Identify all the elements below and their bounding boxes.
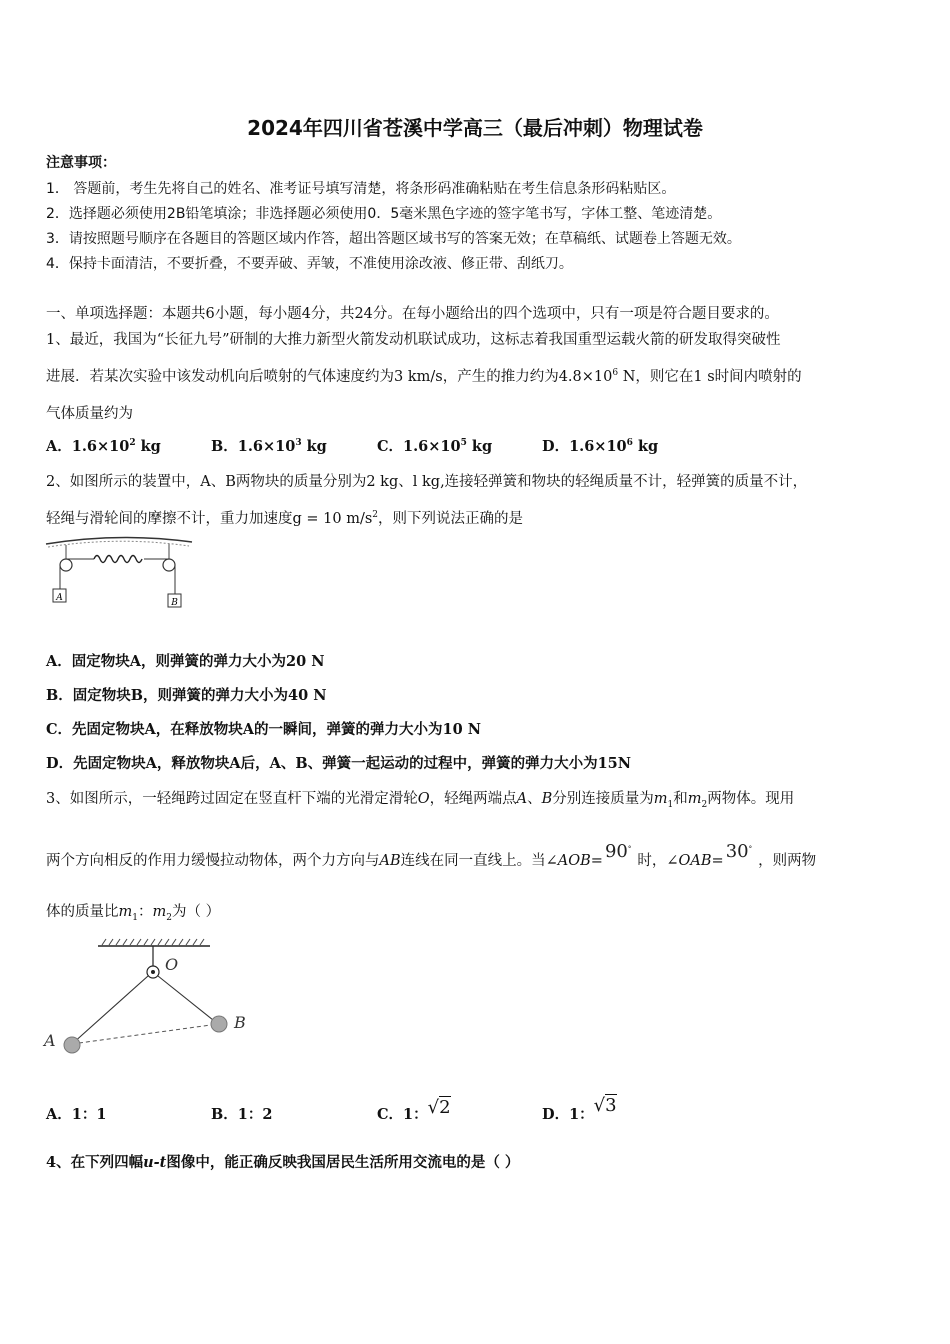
section-heading: 一、单项选择题：本题共6小题，每小题4分，共24分。在每小题给出的四个选项中，只有一项是符合题目要求的。 — [46, 306, 779, 322]
q1-option-c: C．$1.6\times 10^5$ kg — [377, 438, 493, 455]
page-title: 2024年四川省苍溪中学高三（最后冲刺）物理试卷 — [247, 116, 703, 140]
q1-line-1: 1、最近，我国为“长征九号”研制的大推力新型火箭发动机联试成功，这标志着我国重型运载火箭的研发取得突破性 — [46, 332, 781, 348]
q3-option-a: A．1：1 — [46, 1106, 107, 1123]
rope-ob — [158, 976, 218, 1024]
q2-spring-figure — [44, 534, 194, 614]
label-b: B — [234, 1013, 246, 1032]
notice-item-3: 3．请按照题号顺序在各题目的答题区域内作答，超出答题区域书写的答案无效；在草稿纸、试题卷上答题无效。 — [46, 231, 741, 247]
pulley-left-icon — [60, 559, 72, 571]
q1-option-d: D．$1.6\times 10^6$ kg — [542, 438, 659, 455]
q1-option-b: B．$1.6\times 10^3$ kg — [211, 438, 327, 455]
line-ab-dashed — [72, 1024, 218, 1044]
ceiling-hatch — [102, 939, 204, 945]
ball-a — [64, 1037, 80, 1053]
q1-line-2: 进展．若某次实验中该发动机向后喷射的气体速度约为3 km/s，产生的推力约为$4.8\times 10^6$ N，则它在1 s时间内喷射的 — [46, 368, 802, 385]
q3-line-2: 两个方向相反的作用力缓慢拉动物体，两个力方向与AB连线在同一直线上。当∠AOB= 90°时，∠OAB= 30°，则两物 — [46, 841, 817, 869]
q4-line-1: 4、在下列四幅u-t图像中，能正确反映我国居民生活所用交流电的是（ ） — [46, 1154, 520, 1171]
pulley-axle — [151, 970, 155, 974]
q2-option-d: D．先固定物块A，释放物块A后，A、B、弹簧一起运动的过程中，弹簧的弹力大小为15N — [46, 755, 632, 772]
angle-oab-value: 30 — [725, 841, 749, 862]
q3-option-d: D．1：√3 — [542, 1095, 617, 1123]
block-b-label: B — [171, 598, 178, 608]
q1-line-3: 气体质量约为 — [46, 406, 133, 422]
q2-line-1: 2、如图所示的装置中，A、B两物块的质量分别为2 kg、l kg,连接轻弹簧和物块的轻绳质量不计，轻弹簧的质量不计， — [46, 474, 808, 490]
ball-b — [211, 1016, 227, 1032]
label-o: O — [165, 955, 179, 974]
q3-line-1: 3、如图所示，一轻绳跨过固定在竖直杆下端的光滑定滑轮O，轻绳两端点A、B分别连接质量为$m_1$和$m_2$两物体。现用 — [46, 791, 795, 810]
q3-option-c: C．1：√2 — [377, 1097, 451, 1123]
q3-option-b: B．1：2 — [211, 1106, 273, 1123]
notice-heading: 注意事项： — [46, 155, 116, 171]
q1-option-a: A．$1.6\times 10^2$ kg — [46, 438, 161, 455]
q2-line-2: 轻绳与滑轮间的摩擦不计，重力加速度g = 10 $m/s^2$，则下列说法正确的是 — [46, 510, 524, 527]
angle-aob-value: 90 — [604, 841, 628, 862]
notice-item-1: 1． 答题前，考生先将自己的姓名、准考证号填写清楚，将条形码准确粘贴在考生信息条形码粘贴区。 — [46, 181, 676, 197]
ceiling-bar — [46, 537, 192, 544]
notice-item-2: 2．选择题必须使用2B铅笔填涂；非选择题必须使用0．5毫米黑色字迹的签字笔书写，字体工整、笔迹清楚。 — [46, 206, 722, 222]
q3-line-3: 体的质量比$m_1$：$m_2$为（ ） — [46, 904, 221, 923]
notice-item-4: 4．保持卡面清洁，不要折叠，不要弄破、弄皱，不准使用涂改液、修正带、刮纸刀。 — [46, 256, 573, 272]
block-a-label: A — [56, 593, 63, 603]
label-a: A — [44, 1031, 56, 1050]
rope-oa — [72, 976, 148, 1044]
q2-option-c: C．先固定物块A，在释放物块A的一瞬间，弹簧的弹力大小为10 N — [46, 721, 482, 738]
q2-option-a: A．固定物块A，则弹簧的弹力大小为20 N — [46, 653, 325, 670]
spring-coil — [94, 556, 142, 563]
pulley-right-icon — [163, 559, 175, 571]
q3-pulley-figure — [40, 936, 270, 1061]
q2-option-b: B．固定物块B，则弹簧的弹力大小为40 N — [46, 687, 327, 704]
ceiling-hatch — [48, 541, 189, 547]
